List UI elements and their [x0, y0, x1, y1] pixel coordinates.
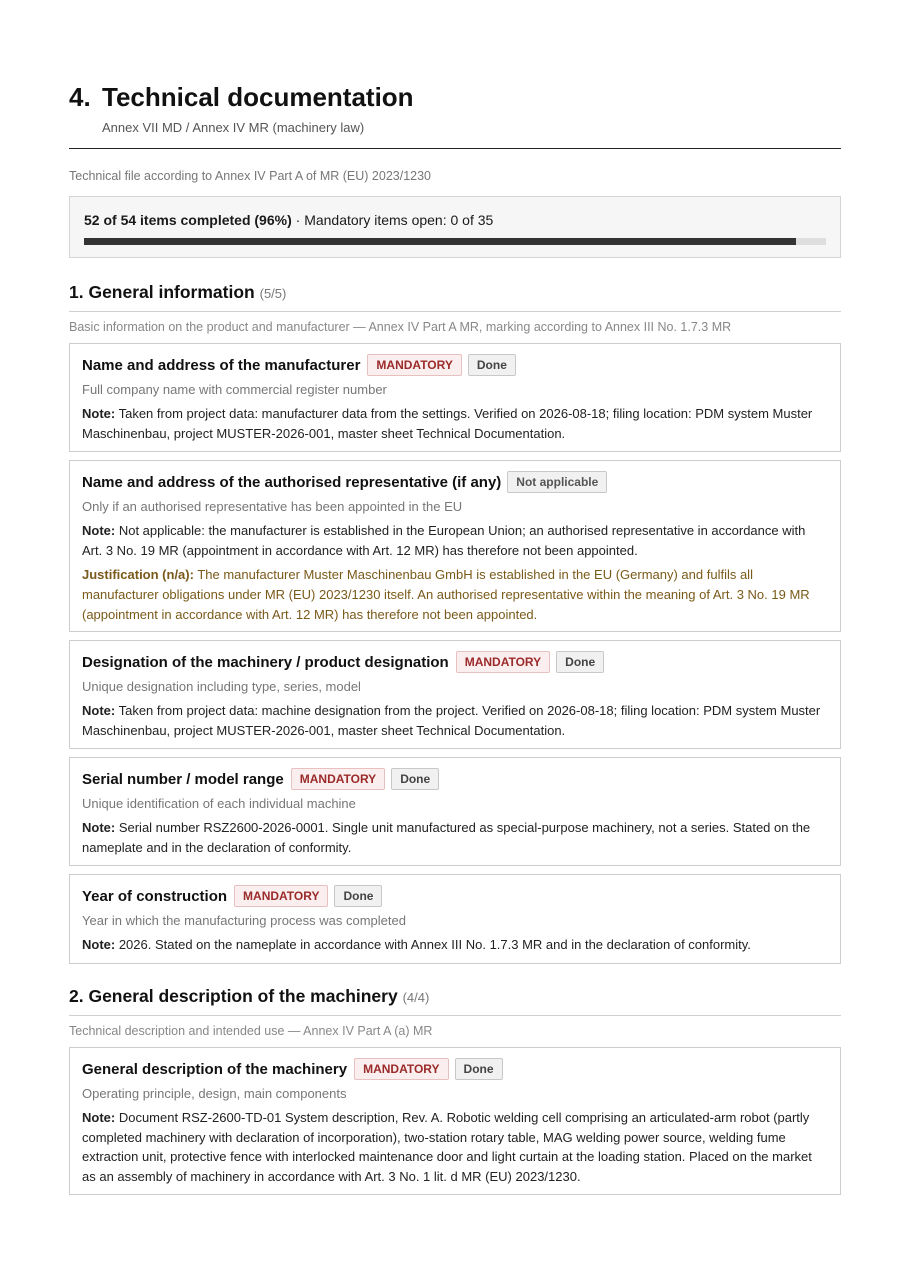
chapter-number: 4. [69, 82, 91, 112]
item-note [82, 701, 828, 740]
mandatory-badge: MANDATORY [234, 885, 328, 907]
section-general-information [69, 281, 841, 335]
note-label: Note: [82, 703, 116, 718]
item-header [82, 884, 828, 908]
section-description: Technical description and intended use — Annex IV Part A (a) MR [69, 1024, 433, 1038]
item-justification [82, 565, 828, 624]
section-title [69, 281, 841, 305]
mandatory-badge: MANDATORY [367, 354, 461, 376]
item-subtitle: Unique designation including type, series, model [82, 679, 361, 694]
progress-summary [69, 196, 841, 258]
chapter-divider [69, 148, 841, 149]
item-subtitle: Only if an authorised representative has been appointed in the EU [82, 499, 463, 514]
item-note [82, 521, 828, 560]
progress-mandatory: · Mandatory items open: 0 of 35 [291, 212, 494, 228]
note-label: Note: [82, 1110, 116, 1125]
item-subtitle: Year in which the manufacturing process was completed [82, 913, 406, 928]
item-header [82, 353, 828, 377]
item-title: Designation of the machinery / product designation [82, 653, 449, 671]
item-title: Year of construction [82, 887, 228, 905]
intro-text: Technical file according to Annex IV Part A of MR (EU) 2023/1230 [69, 169, 432, 183]
mandatory-badge: MANDATORY [354, 1058, 448, 1080]
progress-bar [84, 238, 826, 245]
note-text: Taken from project data: manufacturer data from the settings. Verified on 2026-08-18; filing location: PDM system Muster Maschinenbau, project MUSTER-2026-001, master sheet Technical Documentation. [82, 406, 813, 441]
section-title-text: 1. General information [69, 282, 255, 302]
section-count: (4/4) [402, 990, 430, 1005]
status-badge-done: Done [556, 651, 604, 673]
item-note [82, 935, 828, 955]
status-badge-done: Done [468, 354, 516, 376]
item-title: Serial number / model range [82, 770, 284, 788]
section-description: Basic information on the product and manufacturer — Annex IV Part A MR, marking according to Annex III No. 1.7.3 MR [69, 320, 732, 334]
item-note [82, 1108, 828, 1187]
note-text: 2026. Stated on the nameplate in accordance with Annex III No. 1.7.3 MR and in the declaration of conformity. [115, 937, 751, 952]
item-machinery-designation [69, 640, 841, 749]
item-subtitle: Operating principle, design, main components [82, 1086, 347, 1101]
section-count: (5/5) [259, 286, 287, 301]
section-general-description [69, 985, 841, 1039]
note-text: Document RSZ-2600-TD-01 System description, Rev. A. Robotic welding cell comprising an articulated-arm robot (partly completed machinery with declaration of incorporation), two-station rotary table, MAG welding power source, welding fume extraction unit, protective fence with interlocked maintenance door and light curtain at the loading station. Placed on the market as an assembly of machinery in accordance with Art. 3 No. 1 lit. d MR (EU) 2023/1230. [82, 1110, 812, 1185]
status-badge-done: Done [455, 1058, 503, 1080]
section-title-text: 2. General description of the machinery [69, 986, 398, 1006]
note-label: Note: [82, 406, 116, 421]
item-subtitle: Full company name with commercial register number [82, 382, 387, 397]
section-title [69, 985, 841, 1009]
chapter-header [69, 82, 841, 136]
justification-label: Justification (n/a): [82, 567, 194, 583]
item-title: Name and address of the authorised representative (if any) [82, 473, 502, 491]
note-text: Not applicable: the manufacturer is established in the European Union; an authorised representative in accordance with Art. 3 No. 19 MR (appointment in accordance with Art. 12 MR) has therefore not been appointed. [82, 523, 806, 558]
item-header [82, 1057, 828, 1081]
note-label: Note: [82, 523, 116, 538]
status-badge-done: Done [391, 768, 439, 790]
item-manufacturer [69, 343, 841, 452]
note-text: Serial number RSZ2600-2026-0001. Single unit manufactured as special-purpose machinery, not a series. Stated on the nameplate and in the declaration of conformity. [82, 820, 811, 855]
chapter-subtitle: Annex VII MD / Annex IV MR (machinery law) [102, 120, 365, 135]
note-label: Note: [82, 937, 116, 952]
note-label: Note: [82, 820, 116, 835]
item-header [82, 470, 828, 494]
mandatory-badge: MANDATORY [291, 768, 385, 790]
justification-text: The manufacturer Muster Maschinenbau GmbH is established in the EU (Germany) and fulfils all manufacturer obligations under MR (EU) 2023/1230 itself. An authorised representative within the meaning of Art. 3 No. 19 MR (appointment in accordance with Art. 12 MR) has therefore not been appointed. [82, 567, 810, 622]
item-serial-number [69, 757, 841, 866]
item-year-of-construction [69, 874, 841, 964]
mandatory-badge: MANDATORY [456, 651, 550, 673]
item-note [82, 818, 828, 857]
progress-text [84, 211, 493, 229]
item-title: General description of the machinery [82, 1060, 348, 1078]
item-title: Name and address of the manufacturer [82, 356, 361, 374]
item-authorised-representative [69, 460, 841, 632]
progress-completed: 52 of 54 items completed (96%) [84, 212, 292, 228]
status-badge-not-applicable: Not applicable [507, 471, 607, 493]
item-general-description [69, 1047, 841, 1195]
note-text: Taken from project data: machine designation from the project. Verified on 2026-08-18; filing location: PDM system Muster Maschinenbau, project MUSTER-2026-001, master sheet Technical Documentation. [82, 703, 821, 738]
progress-bar-fill [84, 238, 796, 245]
item-header [82, 767, 828, 791]
section-divider [69, 311, 841, 312]
item-subtitle: Unique identification of each individual machine [82, 796, 356, 811]
section-divider [69, 1015, 841, 1016]
item-note [82, 404, 828, 443]
chapter-title-text: Technical documentation [102, 82, 414, 112]
chapter-title [69, 82, 841, 112]
status-badge-done: Done [334, 885, 382, 907]
item-header [82, 650, 828, 674]
